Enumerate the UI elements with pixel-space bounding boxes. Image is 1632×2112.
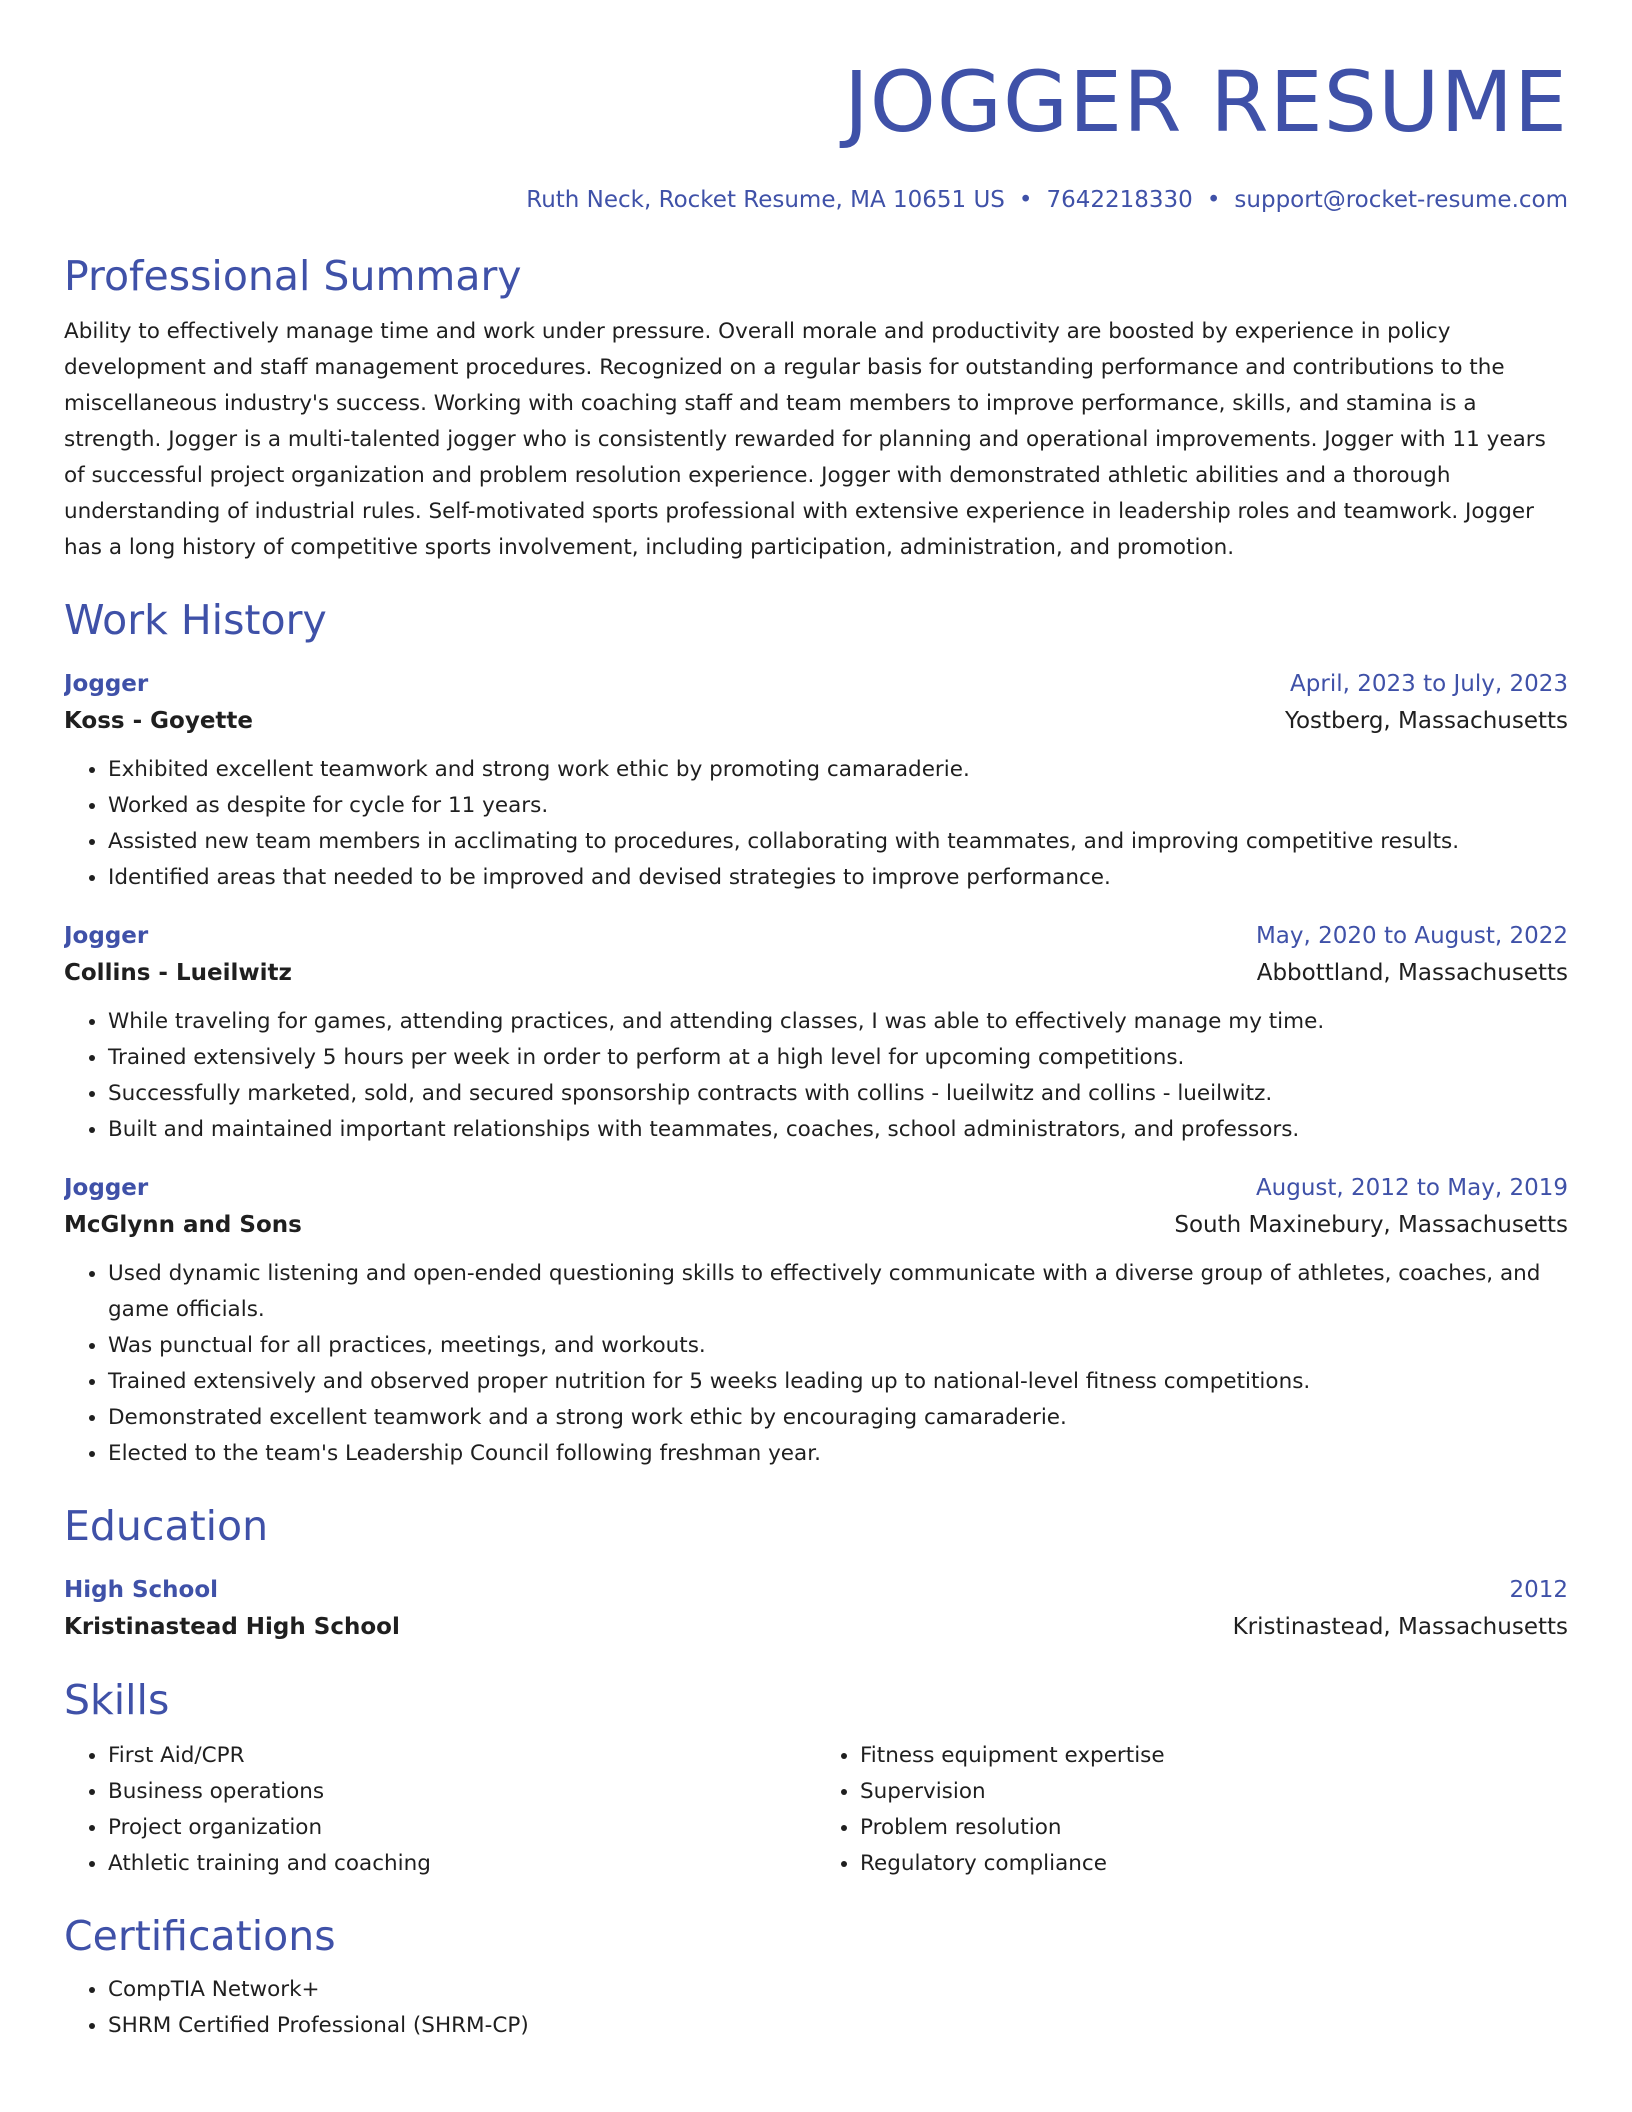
education-school: Kristinastead High School bbox=[64, 1614, 400, 1640]
education-degree: High School bbox=[64, 1577, 219, 1603]
contact-separator: • bbox=[1018, 187, 1033, 213]
certification-item: • SHRM Certified Professional (SHRM-CP) bbox=[108, 2008, 1568, 2044]
job-role: Jogger bbox=[64, 1175, 149, 1201]
job-bullet: • Identified areas that needed to be improved and devised strategies to improve performance. bbox=[108, 860, 1568, 896]
skill-item: • Project organization bbox=[108, 1810, 816, 1846]
skill-item: • First Aid/CPR bbox=[108, 1738, 816, 1774]
contact-address: Ruth Neck, Rocket Resume, MA 10651 US bbox=[526, 187, 1005, 213]
education-location: Kristinastead, Massachusetts bbox=[1232, 1614, 1568, 1640]
job-location: South Maxinebury, Massachusetts bbox=[1174, 1212, 1568, 1238]
skills-columns bbox=[64, 1738, 1568, 1882]
job-bullet: • Successfully marketed, sold, and secured sponsorship contracts with collins - lueilwitz and collins - lueilwitz. bbox=[108, 1076, 1568, 1112]
job-bullet: • Worked as despite for cycle for 11 years. bbox=[108, 788, 1568, 824]
job-bullets bbox=[64, 752, 1568, 896]
summary-text: Ability to effectively manage time and work under pressure. Overall morale and productivity are boosted by experience in policy development and staff management procedures. Recognized on a regular basis for outstanding performance and contributions to the miscellaneous industry's success. Working with coaching staff and team members to improve performance, skills, and stamina is a strength. Jogger is a multi-talented jogger who is consistently rewarded for planning and operational improvements. Jogger with 11 years of successful project organization and problem resolution experience. Jogger with demonstrated athletic abilities and a thorough understanding of industrial rules. Self-motivated sports professional with extensive experience in leadership roles and teamwork. Jogger has a long history of competitive sports involvement, including participation, administration, and promotion. bbox=[64, 319, 1546, 560]
skill-item: • Athletic training and coaching bbox=[108, 1846, 816, 1882]
job-bullet: • Exhibited excellent teamwork and strong work ethic by promoting camaraderie. bbox=[108, 752, 1568, 788]
work-entry bbox=[64, 1170, 1568, 1472]
job-dates: May, 2020 to August, 2022 bbox=[1255, 923, 1568, 949]
job-bullets bbox=[64, 1256, 1568, 1472]
job-bullet: • Demonstrated excellent teamwork and a strong work ethic by encouraging camaraderie. bbox=[108, 1400, 1568, 1436]
skills-right-list bbox=[816, 1738, 1568, 1882]
education-heading: Education bbox=[64, 1502, 269, 1550]
skill-item: • Supervision bbox=[860, 1774, 1568, 1810]
contact-email[interactable]: support@rocket-resume.com bbox=[1234, 187, 1568, 213]
skill-item: • Fitness equipment expertise bbox=[860, 1738, 1568, 1774]
education-entry bbox=[64, 1572, 1568, 1646]
certification-item: • CompTIA Network+ bbox=[108, 1972, 1568, 2008]
job-company: Collins - Lueilwitz bbox=[64, 960, 292, 986]
contact-separator: • bbox=[1206, 187, 1221, 213]
job-bullet: • Was punctual for all practices, meetings, and workouts. bbox=[108, 1328, 1568, 1364]
job-bullet: • Trained extensively and observed proper nutrition for 5 weeks leading up to national-level fitness competitions. bbox=[108, 1364, 1568, 1400]
resume-header bbox=[64, 52, 1568, 214]
work-history-heading: Work History bbox=[64, 596, 327, 644]
certifications-heading: Certifications bbox=[64, 1912, 336, 1960]
resume-name: JOGGER RESUME bbox=[843, 53, 1568, 151]
job-bullet: • Assisted new team members in acclimating to procedures, collaborating with teammates, and improving competitive results. bbox=[108, 824, 1568, 860]
resume-page bbox=[64, 0, 1568, 2112]
job-location: Yostberg, Massachusetts bbox=[1284, 708, 1568, 734]
contact-line bbox=[64, 186, 1568, 214]
job-bullet: • Elected to the team's Leadership Council following freshman year. bbox=[108, 1436, 1568, 1472]
skill-item: • Problem resolution bbox=[860, 1810, 1568, 1846]
job-company: Koss - Goyette bbox=[64, 708, 254, 734]
job-bullet: • Built and maintained important relationships with teammates, coaches, school administrators, and professors. bbox=[108, 1112, 1568, 1148]
education-year: 2012 bbox=[1509, 1577, 1568, 1603]
job-dates: August, 2012 to May, 2019 bbox=[1255, 1175, 1568, 1201]
skills-heading: Skills bbox=[64, 1676, 170, 1724]
job-bullet: • Trained extensively 5 hours per week in order to perform at a high level for upcoming competitions. bbox=[108, 1040, 1568, 1076]
contact-phone[interactable]: 7642218330 bbox=[1046, 187, 1193, 213]
summary-heading: Professional Summary bbox=[64, 252, 522, 300]
job-role: Jogger bbox=[64, 923, 149, 949]
job-bullet: • Used dynamic listening and open-ended questioning skills to effectively communicate with a diverse group of athletes, coaches, and game officials. bbox=[108, 1256, 1568, 1328]
job-role: Jogger bbox=[64, 671, 149, 697]
job-company: McGlynn and Sons bbox=[64, 1212, 302, 1238]
certifications-list bbox=[64, 1972, 1568, 2044]
skill-item: • Regulatory compliance bbox=[860, 1846, 1568, 1882]
work-entry bbox=[64, 666, 1568, 896]
skill-item: • Business operations bbox=[108, 1774, 816, 1810]
job-dates: April, 2023 to July, 2023 bbox=[1290, 671, 1568, 697]
job-bullet: • While traveling for games, attending practices, and attending classes, I was able to effectively manage my time. bbox=[108, 1004, 1568, 1040]
job-location: Abbottland, Massachusetts bbox=[1256, 960, 1568, 986]
job-bullets bbox=[64, 1004, 1568, 1148]
work-entry bbox=[64, 918, 1568, 1148]
skills-left-list bbox=[64, 1738, 816, 1882]
